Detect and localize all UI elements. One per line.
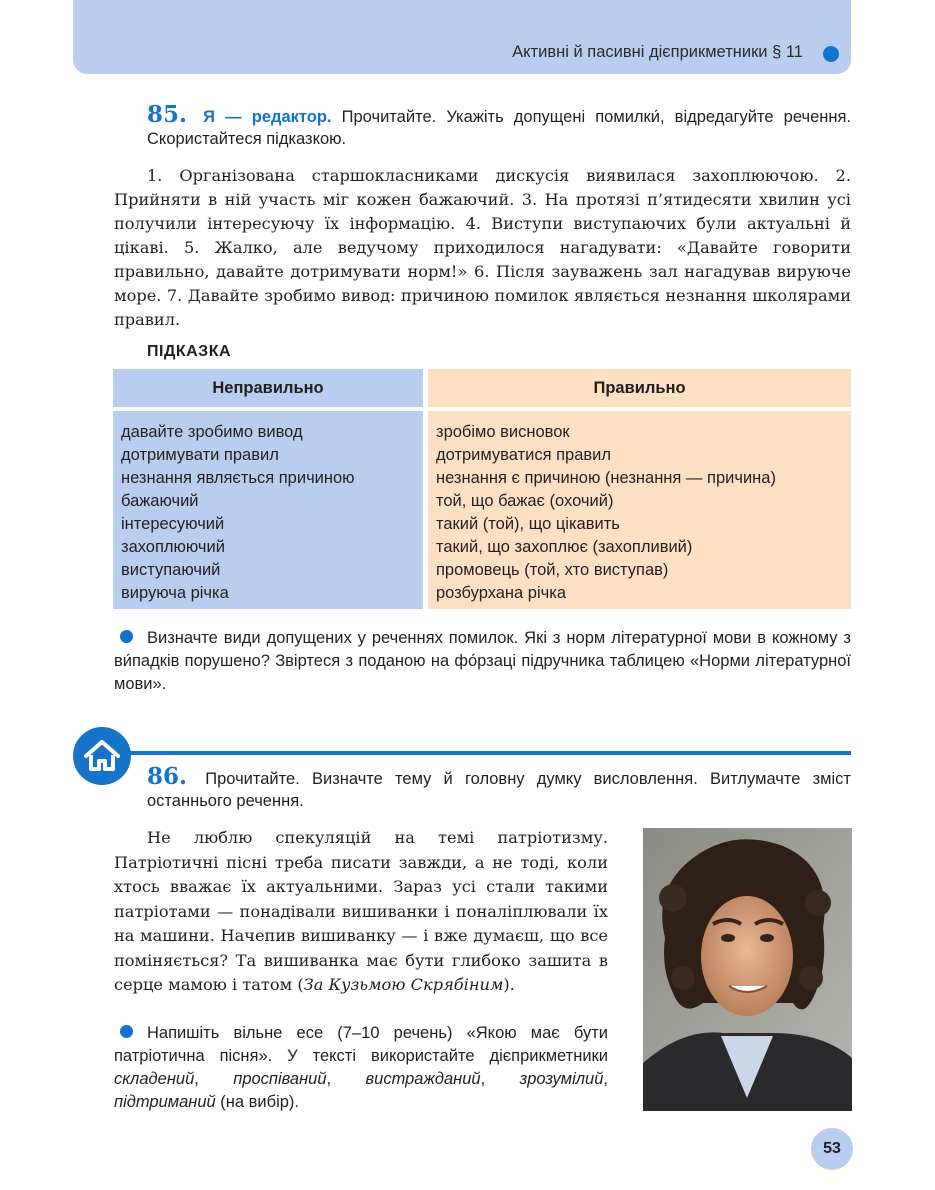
table-row: виступаючий <box>121 561 221 579</box>
bullet-text: Визначте види допущених у реченнях помилок. Які з норм літературної мови в кожному з ви́падків порушено? Звіртеся з поданою на фо́рзаці підручника таблицею «Норми літературної мови». <box>114 629 851 693</box>
table-column-right <box>428 369 851 609</box>
exercise-86-task <box>147 763 851 812</box>
exercise-number: 86. <box>147 763 188 790</box>
table-row: дотримувати правил <box>121 446 279 464</box>
exercise-number: 85. <box>147 101 188 128</box>
table-row: той, що бажає (охочий) <box>436 492 614 510</box>
table-row: захоплюючий <box>121 538 225 556</box>
bullet-text: Напишіть вільне есе (7–10 речень) «Якою має бути патріотична пісня». У тексті використайте дієприкметники <box>114 1024 608 1065</box>
author-photo <box>643 828 852 1111</box>
table-row: давайте зробимо вивод <box>121 423 303 441</box>
table-row: бажаючий <box>121 492 199 510</box>
word: складений <box>114 1070 195 1088</box>
table-row: такий (той), що цікавить <box>436 515 620 533</box>
exercise-86-bullet: Напишіть вільне есе (7–10 речень) «Якою має бути патріотична пісня». У тексті використайте дієприкметники складений, проспіваний, вистражданий, зрозумілий, підтриманий (на вибір). <box>114 1024 609 1111</box>
table-row: розбурхана річка <box>436 584 567 602</box>
bullet-end: (на вибір). <box>215 1093 300 1111</box>
running-title: Активні й пасивні дієприкметники § 11 <box>512 43 803 61</box>
table-header-wrong: Неправильно <box>113 369 423 407</box>
exercise-tag: Я — редактор. <box>203 108 332 126</box>
home-icon <box>73 727 131 785</box>
hint-title: ПІДКАЗКА <box>147 343 232 360</box>
word: вистражданий <box>365 1070 481 1088</box>
page-number: 53 <box>811 1128 853 1170</box>
table-cell-right <box>428 411 851 609</box>
exercise-instruction: Прочитайте. Укажіть допущені помилки́, відредагуйте речення. Скористайтеся підказкою. <box>147 108 852 148</box>
word: підтриманий <box>114 1093 216 1111</box>
table-column-wrong <box>113 369 423 609</box>
table-header-right: Правильно <box>428 369 851 407</box>
section-divider <box>128 751 851 755</box>
header-band <box>73 0 851 74</box>
table-cell-wrong <box>113 411 423 609</box>
table-row: дотримуватися правил <box>436 446 612 464</box>
table-row: промовець (той, хто виступав) <box>436 561 669 579</box>
word: проспіваний <box>233 1070 327 1088</box>
bullet-icon <box>120 1025 133 1038</box>
table-row: інтересуючий <box>121 515 225 533</box>
quote-author: За Кузьмою Скрябіним <box>303 975 504 994</box>
exercise-85-text: 1. Організована старшокласниками дискусія виявилася захоплюючою. 2. Прийняти в ній участь міг кожен бажаючий. 3. На протязі п’ятидесяти хвилин усі получили інтересуючу їх інформацію. 4. Виступи виступаючих були актуальні й цікаві. 5. Жалко, але ведучому приходилося нагадувати: «Давайте говорити правильно, давайте дотримувати норм!» 6. Після зауважень зал нагадував вируюче море. 7. Давайте зробимо вивод: причиною помилок являється незнання школярами правил. <box>114 166 851 329</box>
exercise-85-task <box>147 101 852 150</box>
quote-text: Не люблю спекуляцій на темі патріотизму. Патріотичні пісні треба писати завжди, а не тоді, коли хтось вважає їх актуальними. Зараз усі стали такими патріотами — понадівали вишиванки і поналіплювали їх на машини. Начепив вишиванку — і вже думаєш, що все поміняється? Та вишиванка має бути глибоко зашита в серце мамою і татом ( <box>114 828 608 994</box>
quote-end: ). <box>503 975 515 994</box>
word: зрозумілий <box>519 1070 604 1088</box>
table-row: незнання являється причиною <box>121 469 355 487</box>
bullet-icon <box>120 630 133 643</box>
table-row: вируюча річка <box>121 584 229 602</box>
table-row: зробімо висновок <box>436 423 570 441</box>
table-row: такий, що захоплює (захопливий) <box>436 538 693 556</box>
header-dot-icon <box>823 46 839 62</box>
exercise-instruction: Прочитайте. Визначте тему й головну думку висловлення. Витлумачте зміст останнього речення. <box>147 770 851 810</box>
exercise-85-bullet <box>114 627 851 696</box>
exercise-86-text <box>114 826 608 998</box>
table-row: незнання є причиною (незнання — причина) <box>436 469 776 487</box>
